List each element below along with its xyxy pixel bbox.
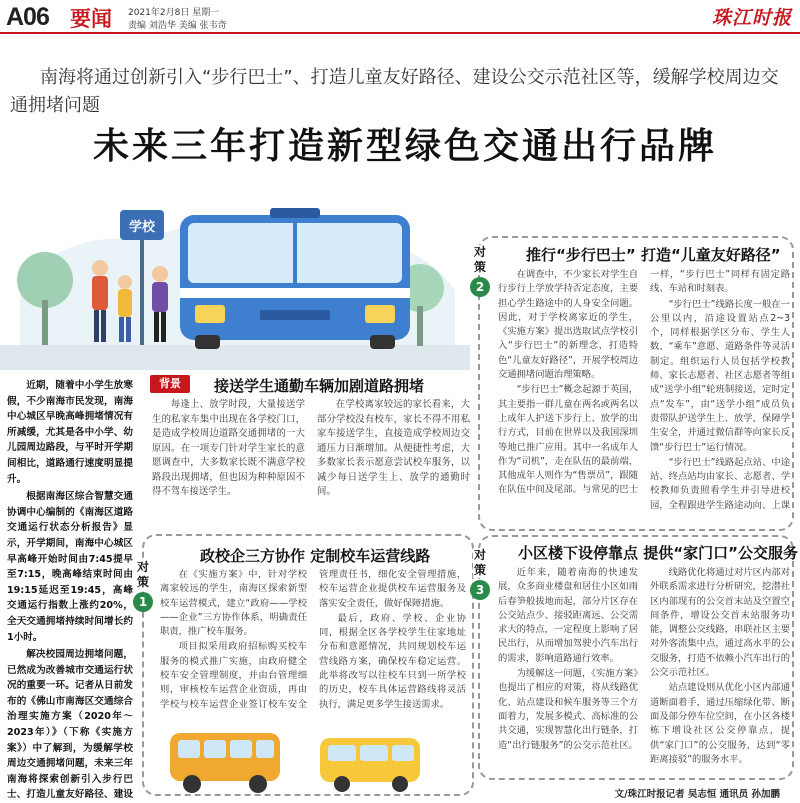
body-paragraph: 在《实施方案》中，针对学校离家较远的学生，南海区探索新型校车运营模式，建立“政府——学校——企业”三方协作体系，明确责任职责，推广校车服务。: [160, 569, 307, 638]
page-header: [0, 0, 800, 34]
body-paragraph: 线路优化将通过对片区内部对外联系需求进行分析研究，挖潜社区内部现有的公交首末站及空置空间条件，增设公交首末站服务功能，调整公交线路，串联社区主要对外客流集中点，通过高水平的公交服务，打造不依赖小汽车出行的公交示范社区。: [650, 567, 790, 679]
lead-paragraph: 近期，随着中小学生放寒假，不少南海市民发现，南海中心城区早晚高峰拥堵情况有所减缓，尤其是各中小学、幼儿园周边路段，与平时开学期间相比，道路通行速度明显提升。: [7, 380, 133, 485]
strategy-2-tag: [469, 245, 491, 297]
body-paragraph: 近年来，随着南海的快速发展，众多商业楼盘和居住小区如雨后春笋般拔地而起，部分片区存在公交站点少、接驳距离远、公交需求大的特点，一定程度上影响了居民出行，从而增加驾驶小汽车出行的需求，影响道路通行效率。: [498, 567, 638, 664]
section-name: 要闻: [70, 7, 112, 31]
bus-stop-sign-label: 学校: [128, 220, 156, 235]
background-tag: 背景: [150, 375, 190, 393]
body-paragraph: 为缓解这一问题，《实施方案》也提出了相应的对策，将从线路优化、站点建设和候车服务等三个方面着力，发展多模式、高标准的公共交通，实现智慧化出行链条，打造“出行链服务”的公交示范社区。: [498, 668, 638, 751]
bus-cartoon-illustration: [150, 718, 470, 798]
newspaper-logo: 珠江时报: [711, 7, 792, 29]
lead-paragraph: 解决校园周边拥堵问题，已然成为改善城市交通运行状况的重要一环。记者从日前发布的《佛山市南海区交通综合治理实施方案（2020年～2023年）》（下称《实施方案》）中了解到，为缓解学校周边交通拥堵问题，未来三年南海将探索创新引入步行巴士、打造儿童友好路径、建设: [7, 649, 133, 801]
body-paragraph: “步行巴士”线路起点站、中途站、终点站均由家长、志愿者、学校教师负责照看学生并引导进校园，全程跟进学生路途动向、上课: [650, 456, 790, 511]
strategy-3-title: 小区楼下设停靠点 提供“家门口”公交服务: [518, 544, 798, 562]
strategy-tag-label: 对策: [473, 245, 486, 274]
strategy-1-title: 政校企三方协作 定制校车运营线路: [200, 547, 431, 565]
strategy-tag-label: 对策: [473, 548, 486, 577]
school-bus-illustration: [0, 170, 470, 370]
issue-date: 2021年2月8日 星期一: [128, 8, 220, 18]
strategy-3-body: [498, 566, 790, 776]
strategy-1-body: [160, 568, 466, 714]
editors-line: 责编 刘浩华 美编 张韦奇: [128, 21, 227, 31]
byline: 文/珠江时报记者 吴志恒 通讯员 孙加鹏: [614, 789, 780, 800]
lead-column: [7, 378, 133, 803]
body-paragraph: “步行巴士”概念起源于英国，其主要指一群儿童在两名或两名以上成年人护送下步行上、放学的出行方式，目前在世界以及我国深圳等地已推广应用。其中一名成年人作为“司机”，走在队伍的最前端，其他成年人则作为“售票员”，跟随在队伍中间及尾部。与常见的巴士一样，“步行巴士”同样有固定路线、车站和时刻表。: [498, 269, 790, 496]
body-paragraph: 最后，政府、学校、企业协同，根据全区各学校学生住家地址分布和意愿情况，共同规划校车运营线路方案，确保校车稳定运营。此举将改写以往校车只到一所学校的历史，校车具体运营路线将灵活执行，满足更多学生接送需求。: [319, 612, 466, 710]
body-paragraph: 站点建设则从优化小区内部通道断面着手，通过压缩绿化带、断面及部分停车位空间，在小区各楼栋下增设社区公交停靠点，提供“家门口”的公交服务，达到“零距离接驳”的服务水平。: [650, 682, 790, 765]
body-paragraph: 每逢上、放学时段，大量接送学生的私家车集中出现在各学校门口，是造成学校周边道路交通拥堵的一大原因。在一项专门针对学生家长的意愿调查中，大多数家长既不满意学校路段出现拥堵，但也因为种种原因不得不驾车接送学生。: [152, 399, 305, 497]
strategy-3-tag: [469, 548, 491, 600]
body-paragraph: “步行巴士”线路长度一般在一公里以内，沿途设置站点2~3个，同样根据学区分布、学生人数、“乘车”意愿、道路条件等灵活制定。组织运行人员包括学校教师、家长志愿者、社区志愿者等组成“送学小组”轮班制接送，定时定点“发车”，由“送学小组”成员负责带队护送学生上、放学，保障学生安全，并通过微信群等向家长反馈“步行巴士”运行情况。: [650, 298, 790, 453]
page-number: A06: [6, 3, 49, 31]
strategy-1-tag: [132, 560, 154, 612]
strategy-number: 3: [470, 580, 490, 600]
strategy-2-title: 推行“步行巴士” 打造“儿童友好路径”: [526, 246, 781, 264]
headline: 未来三年打造新型绿色交通出行品牌: [92, 126, 717, 167]
strategy-number: 2: [470, 277, 490, 297]
body-paragraph: 在学校离家较远的家长看来，大部分学校没有校车，家长不得不用私家车接送学生，直接造成学校周边交通压力日渐增加。从便捷性考虑，大多数家长表示愿意尝试校车服务，以减少每日送学生上、放学的通勤时间。: [317, 399, 470, 497]
body-paragraph: 在调查中，不少家长对学生自行步行上学放学持否定态度，主要担心学生路途中的人身安全问题。因此，对于学校离家近的学生，《实施方案》提出选取试点学校引入“步行巴士”的新理念，打造特色“儿童友好路径”，开展学校周边交通拥堵问题治理策略。: [498, 269, 638, 381]
background-body: [152, 398, 470, 526]
strategy-number: 1: [133, 592, 153, 612]
body-paragraph: 项目拟采用政府招标购买校车服务的模式推广实施，由政府健全校车安全管理制度，并由台管理细则，审核校车运营企业资质，再由学校与校车运营企业签订校车安全管理责任书，细化安全管理措施，校车运营企业提供校车运营服务及落实安全责任，做好保障措施。: [160, 569, 466, 710]
strategy-2-body: [498, 268, 790, 526]
lead-paragraph: 根据南海区综合智慧交通协调中心编制的《南海区道路交通运行状态分析报告》显示，开学期间，南海中心城区早高峰开始时间由7:45提早至7:15，晚高峰结束时间由19:15延迟至19:45，高峰交通运行指数上涨约20%，全天交通拥堵持续时间增长约1小时。: [7, 491, 133, 643]
background-title: 接送学生通勤车辆加剧道路拥堵: [214, 377, 425, 395]
strategy-tag-label: 对策: [136, 560, 149, 589]
subheadline: 南海将通过创新引入“步行巴士”、打造儿童友好路径、建设公交示范社区等，缓解学校周边交通拥堵问题: [10, 67, 779, 116]
